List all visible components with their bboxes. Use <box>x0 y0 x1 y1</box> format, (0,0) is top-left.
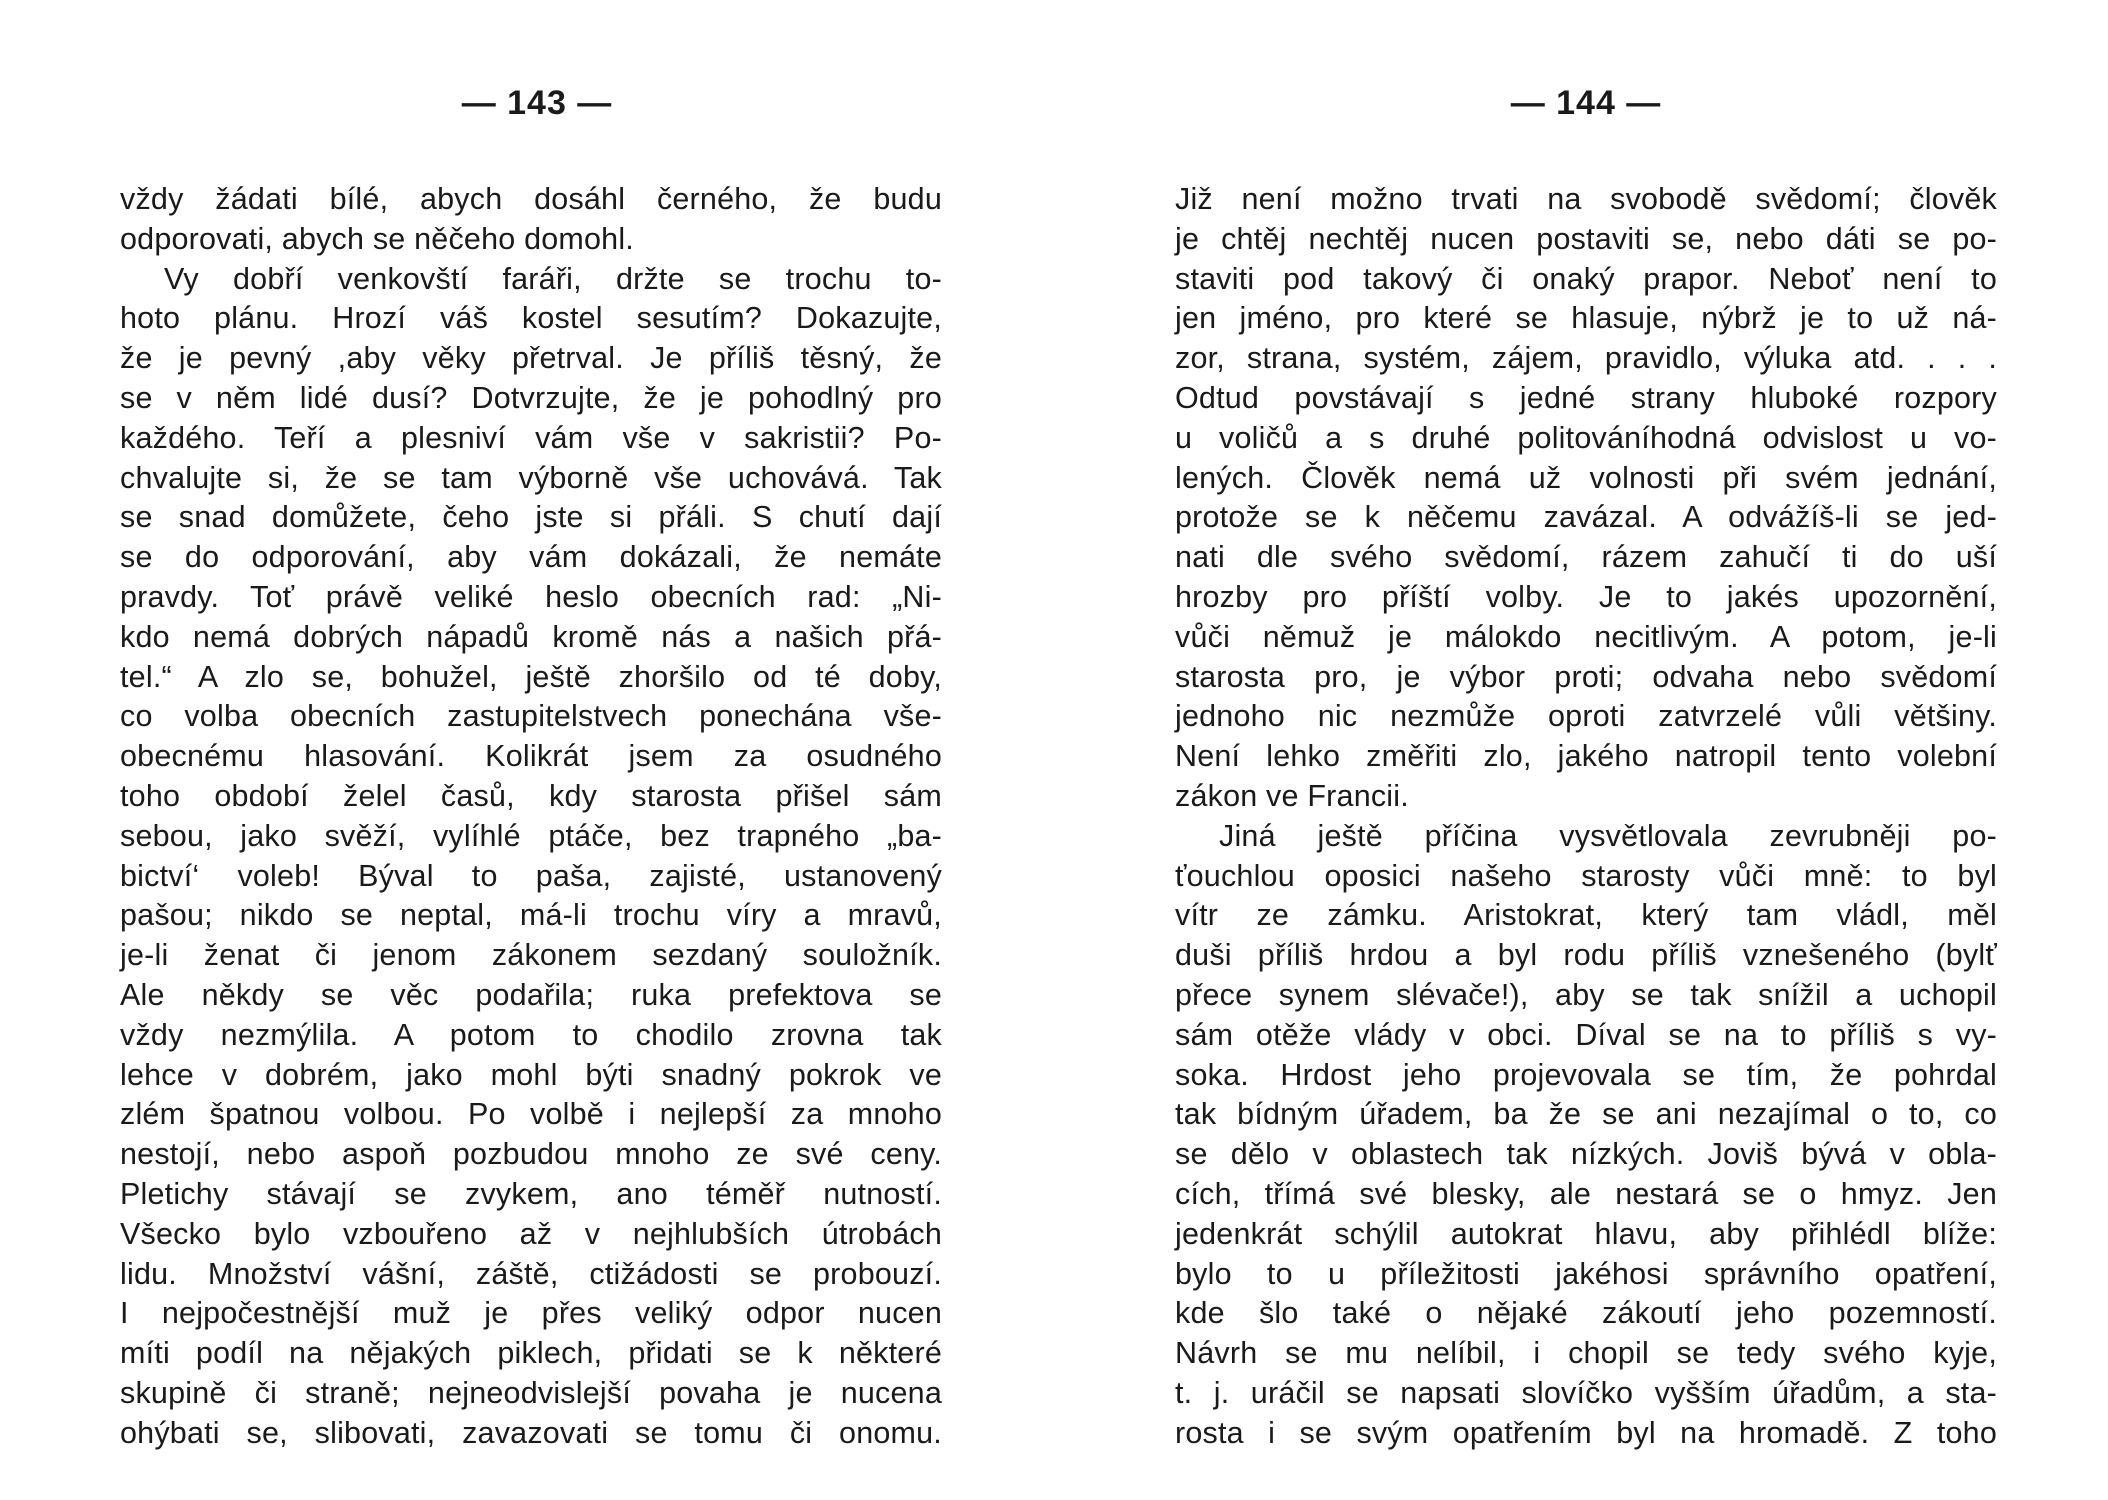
text-line: soka. Hrdost jeho projevovala se tím, že pohrdal <box>1175 1057 1997 1092</box>
text-line: staviti pod takový či onaký prapor. Neboť není to <box>1175 261 1997 296</box>
text-line: sebou, jako svěží, vylíhlé ptáče, bez trapného „ba- <box>120 818 942 853</box>
text-line: vůči němuž je málokdo necitlivým. A potom, je-li <box>1175 619 1997 654</box>
text-line: Všecko bylo vzbouřeno až v nejhlubších útrobách <box>120 1216 942 1251</box>
text-line: přece synem slévače!), aby se tak snížil a uchopil <box>1175 977 1997 1012</box>
text-line: nestojí, nebo aspoň pozbudou mnoho ze své ceny. <box>120 1137 942 1172</box>
text-line: se snad domůžete, čeho jste si přáli. S chutí dají <box>120 500 942 535</box>
text-line: je-li ženat či jenom zákonem sezdaný souložník. <box>120 938 942 973</box>
text-line: ohýbati se, slibovati, zavazovati se tomu či onomu. <box>120 1415 942 1450</box>
text-line: se dělo v oblastech tak nízkých. Joviš bývá v obla- <box>1175 1137 1997 1172</box>
text-line: rosta i se svým opatřením byl na hromadě. Z toho <box>1175 1415 1997 1450</box>
text-line: lehce v dobrém, jako mohl býti snadný pokrok ve <box>120 1057 942 1092</box>
text-line: bictví‘ voleb! Býval to paša, zajisté, ustanovený <box>120 858 942 893</box>
text-line: nati dle svého svědomí, rázem zahučí ti do uší <box>1175 540 1997 575</box>
text-line: pašou; nikdo se neptal, má-li trochu víry a mravů, <box>120 898 942 933</box>
text-line: I nejpočestnější muž je přes veliký odpor nucen <box>120 1296 942 1331</box>
text-line: lených. Člověk nemá už volnosti při svém jednání, <box>1175 460 1997 495</box>
text-line: se v něm lidé dusí? Dotvrzujte, že je pohodlný pro <box>120 380 942 415</box>
text-line: toho období želel časů, kdy starosta přišel sám <box>120 778 942 813</box>
text-line: každého. Teří a plesniví vám vše v sakristii? Po- <box>120 420 942 455</box>
text-line: cích, třímá své blesky, ale nestará se o hmyz. Jen <box>1175 1176 1997 1211</box>
text-line: starosta pro, je výbor proti; odvaha nebo svědomí <box>1175 659 1997 694</box>
text-line: se do odporování, aby vám dokázali, že nemáte <box>120 540 942 575</box>
text-line: lidu. Množství vášní, záště, ctižádosti se probouzí. <box>120 1256 942 1291</box>
text-line: tel.“ A zlo se, bohužel, ještě zhoršilo od té doby, <box>120 659 942 694</box>
text-line: Pletichy stávají se zvykem, ano téměř nutností. <box>120 1176 942 1211</box>
text-line: chvalujte si, že se tam výborně vše uchovává. Tak <box>120 460 942 495</box>
text-line: vítr ze zámku. Aristokrat, který tam vládl, měl <box>1175 898 1997 933</box>
text-line: kde šlo také o nějaké zákoutí jeho pozemností. <box>1175 1296 1997 1331</box>
right-page <box>1054 0 2108 1500</box>
text-line: jednoho nic nezmůže oproti zatvrzelé vůli většiny. <box>1175 699 1997 734</box>
text-line: co volba obecních zastupitelstvech ponechána vše- <box>120 699 942 734</box>
text-line: odporovati, abych se něčeho domohl. <box>120 221 634 256</box>
page-number: — 144 — <box>1510 84 1662 122</box>
text-line: míti podíl na nějakých piklech, přidati se k některé <box>120 1336 942 1371</box>
text-line: jen jméno, pro které se hlasuje, nýbrž je to už ná- <box>1175 301 1997 336</box>
text-line: Ale někdy se věc podařila; ruka prefektova se <box>120 977 942 1012</box>
text-line: skupině či straně; nejneodvislejší povaha je nucena <box>120 1375 942 1410</box>
page-body-text <box>120 180 942 1454</box>
text-line: protože se k něčemu zavázal. A odvážíš-li se jed- <box>1175 500 1997 535</box>
text-line: Návrh se mu nelíbil, i chopil se tedy svého kyje, <box>1175 1336 1997 1371</box>
text-line: vždy žádati bílé, abych dosáhl černého, že budu <box>120 182 942 216</box>
text-line: Již není možno trvati na svobodě svědomí; člověk <box>1175 182 1997 216</box>
text-line: zákon ve Francii. <box>1175 778 1409 813</box>
text-line: zlém špatnou volbou. Po volbě i nejlepší za mnoho <box>120 1097 942 1132</box>
text-line: Vy dobří venkovští faráři, držte se trochu to- <box>164 261 942 296</box>
text-line: t. j. uráčil se napsati slovíčko vyšším úřadům, a sta- <box>1175 1375 1997 1410</box>
text-line: pravdy. Toť právě veliké heslo obecních rad: „Ni- <box>120 579 942 614</box>
text-line: Odtud povstávají s jedné strany hluboké rozpory <box>1175 380 1997 415</box>
text-line: duši příliš hrdou a byl rodu příliš vznešeného (bylť <box>1175 938 1997 973</box>
text-line: Jiná ještě příčina vysvětlovala zevrubněji po- <box>1219 818 1997 853</box>
page-body-text <box>1175 180 1997 1454</box>
text-line: Není lehko změřiti zlo, jakého natropil tento volební <box>1175 739 1997 774</box>
text-line: tak bídným úřadem, ba že se ani nezajímal o to, co <box>1175 1097 1997 1132</box>
text-line: jedenkrát schýlil autokrat hlavu, aby přihlédl blíže: <box>1175 1216 1997 1251</box>
text-line: hoto plánu. Hrozí váš kostel sesutím? Dokazujte, <box>120 301 942 336</box>
text-line: hrozby pro příští volby. Je to jakés upozornění, <box>1175 579 1997 614</box>
text-line: ťouchlou oposici našeho starosty vůči mně: to byl <box>1175 858 1997 893</box>
text-line: sám otěže vlády v obci. Díval se na to příliš s vy- <box>1175 1017 1997 1052</box>
text-line: vždy nezmýlila. A potom to chodilo zrovna tak <box>120 1017 942 1052</box>
text-line: bylo to u příležitosti jakéhosi správního opatření, <box>1175 1256 1997 1291</box>
text-line: že je pevný ,aby věky přetrval. Je příliš těsný, že <box>120 341 942 376</box>
text-line: je chtěj nechtěj nucen postaviti se, nebo dáti se po- <box>1175 221 1997 256</box>
text-line: kdo nemá dobrých nápadů kromě nás a našich přá- <box>120 619 942 654</box>
text-line: u voličů a s druhé politováníhodná odvislost u vo- <box>1175 420 1997 455</box>
page-number: — 143 — <box>461 84 613 122</box>
text-line: obecnému hlasování. Kolikrát jsem za osudného <box>120 739 942 774</box>
text-line: zor, strana, systém, zájem, pravidlo, výluka atd. . . . <box>1175 341 1997 376</box>
